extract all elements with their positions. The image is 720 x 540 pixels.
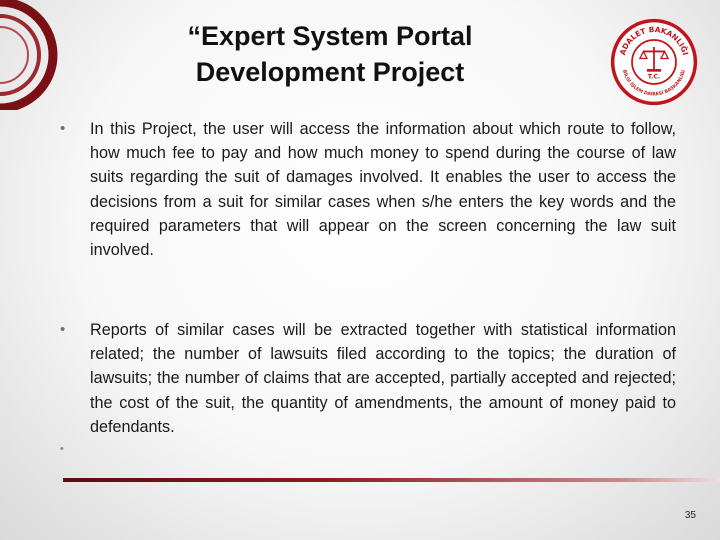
- ministry-seal-logo: [610, 18, 698, 106]
- footer-divider: [63, 478, 720, 482]
- title-line-2: Development Project: [195, 57, 465, 87]
- bullet-text: Reports of similar cases will be extracted together with statistical information related; the number of lawsuits filed according to the topics; the duration of lawsuits; the number of claims that are accepted, partially accepted and rejected; the cost of the suit, the quantity of amendments, the amount of money paid to defendants.: [90, 321, 676, 436]
- page-number: 35: [684, 510, 696, 521]
- bullet-text: In this Project, the user will access the information about which route to follow, how much fee to pay and how much money to spend during the course of law suits regarding the suit of damages involved. It enables the user to access the decisions from a suit for similar cases when s/he enters the key words and the required parameters that will appear on the screen concerning the law suit involved.: [90, 120, 676, 260]
- title-line-1: “Expert System Portal: [187, 21, 473, 51]
- page-title: [120, 18, 540, 90]
- seal-bottom-text: BİLGİ İŞLEM DAİRESİ BAŞKANLIĞI: [621, 69, 687, 98]
- bullet-marker: •: [60, 120, 66, 137]
- bullet-marker: •: [60, 443, 64, 455]
- seal-top-text: ADALET BAKANLIĞI: [617, 24, 691, 57]
- decorative-corner-arcs: [0, 0, 70, 110]
- seal-center-text: T.C.: [647, 73, 661, 81]
- bullet-marker: •: [60, 321, 66, 338]
